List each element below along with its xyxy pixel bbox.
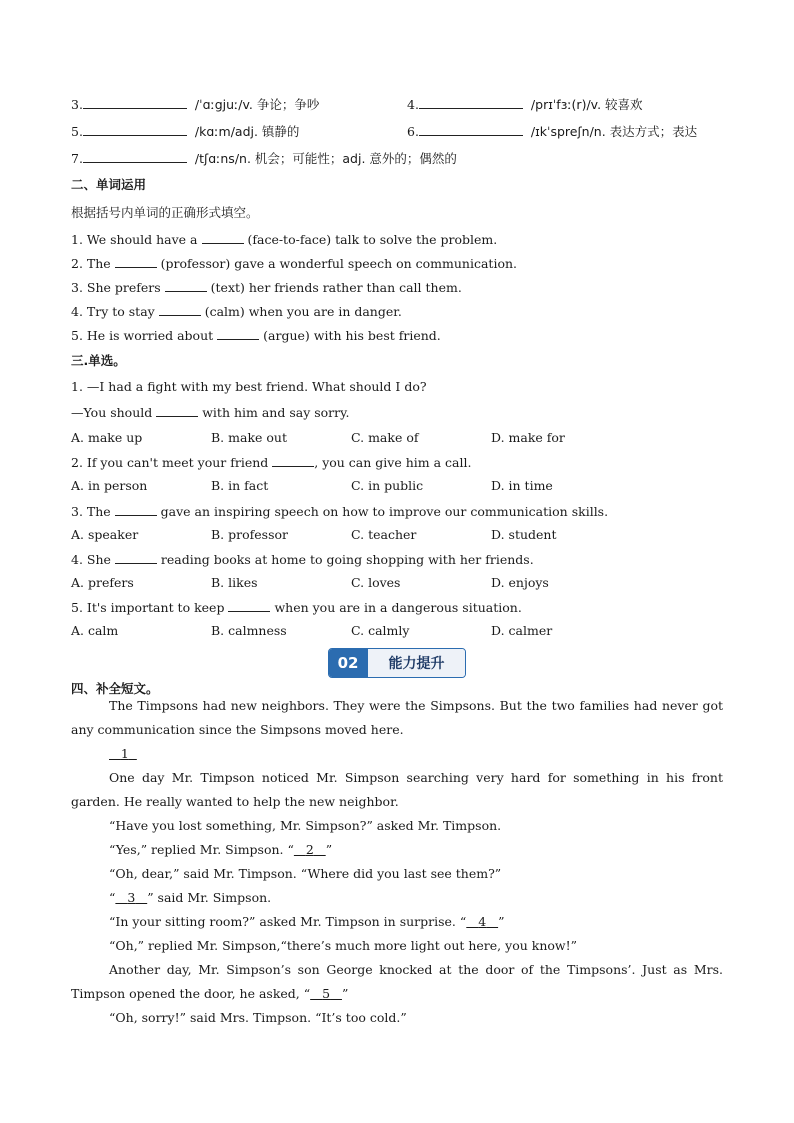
option-2c[interactable]: C. in public bbox=[351, 478, 424, 493]
item-text: gave an inspiring speech on how to improve our communication skills. bbox=[160, 504, 609, 519]
option-4c[interactable]: C. loves bbox=[351, 575, 401, 590]
vocab-item-5 bbox=[71, 123, 299, 140]
answer-blank[interactable] bbox=[419, 96, 523, 109]
vocab-item-4 bbox=[407, 96, 643, 113]
option-3d[interactable]: D. student bbox=[491, 527, 557, 542]
fill-item-2 bbox=[71, 255, 517, 272]
fill-item-1 bbox=[71, 231, 497, 248]
section-heading-single-choice: 三.单选。 bbox=[71, 353, 126, 368]
option-1a[interactable]: A. make up bbox=[71, 430, 143, 445]
answer-blank-1[interactable] bbox=[109, 746, 137, 761]
passage-paragraph: “Have you lost something, Mr. Simpson?” asked Mr. Timpson. bbox=[109, 818, 502, 833]
vocab-item-6 bbox=[407, 123, 697, 140]
vocab-hint: /tʃɑːns/n. 机会；可能性；adj. 意外的；偶然的 bbox=[194, 151, 457, 166]
question-1-line2 bbox=[71, 404, 350, 421]
passage-paragraph: “Oh, dear,” said Mr. Timpson. “Where did you last see them?” bbox=[109, 866, 502, 881]
item-text: 4. She bbox=[71, 552, 111, 567]
answer-blank[interactable] bbox=[228, 599, 270, 612]
item-text: , you can give him a call. bbox=[314, 455, 472, 470]
answer-blank[interactable] bbox=[115, 551, 157, 564]
item-text: reading books at home to going shopping with her friends. bbox=[160, 552, 534, 567]
passage-text: ” said Mr. Simpson. bbox=[147, 890, 272, 905]
vocab-number: 5. bbox=[71, 124, 83, 139]
answer-blank[interactable] bbox=[217, 327, 259, 340]
fill-item-5 bbox=[71, 327, 441, 344]
item-text: 2. The bbox=[71, 256, 111, 271]
option-2b[interactable]: B. in fact bbox=[211, 478, 269, 493]
passage-paragraph bbox=[71, 958, 723, 1006]
item-text: 5. He is worried about bbox=[71, 328, 214, 343]
option-4b[interactable]: B. likes bbox=[211, 575, 258, 590]
vocab-hint: /kɑːm/adj. 镇静的 bbox=[194, 124, 300, 139]
answer-blank[interactable] bbox=[202, 231, 244, 244]
vocab-hint: /ɪkˈspreʃn/n. 表达方式；表达 bbox=[530, 124, 698, 139]
item-text: when you are in a dangerous situation. bbox=[274, 600, 522, 615]
banner-title: 能力提升 bbox=[367, 649, 465, 677]
question-4 bbox=[71, 551, 534, 568]
section-heading-passage: 四、补全短文。 bbox=[71, 681, 159, 696]
item-text: 2. If you can't meet your friend bbox=[71, 455, 269, 470]
blank-number: 5 bbox=[322, 986, 331, 1001]
question-2 bbox=[71, 454, 471, 471]
item-text: (professor) gave a wonderful speech on communication. bbox=[160, 256, 517, 271]
section-banner bbox=[328, 648, 466, 678]
passage-paragraph: “Oh,” replied Mr. Simpson,“there’s much more light out here, you know!” bbox=[109, 938, 578, 953]
question-1-line1: 1. —I had a fight with my best friend. What should I do? bbox=[71, 379, 427, 394]
item-text: 3. The bbox=[71, 504, 111, 519]
passage-paragraph: “Oh, sorry!” said Mrs. Timpson. “It’s too cold.” bbox=[109, 1010, 407, 1025]
passage-paragraph bbox=[71, 838, 723, 862]
section-instruction: 根据括号内单词的正确形式填空。 bbox=[71, 205, 259, 220]
vocab-number: 6. bbox=[407, 124, 419, 139]
vocab-item-7 bbox=[71, 150, 457, 167]
answer-blank-4[interactable] bbox=[466, 914, 498, 929]
fill-item-4 bbox=[71, 303, 402, 320]
item-text: (face-to-face) talk to solve the problem. bbox=[247, 232, 498, 247]
section-heading-word-use: 二、单词运用 bbox=[71, 177, 147, 192]
passage-paragraph bbox=[71, 886, 723, 910]
option-1c[interactable]: C. make of bbox=[351, 430, 419, 445]
item-text: (argue) with his best friend. bbox=[263, 328, 441, 343]
item-text: (text) her friends rather than call them. bbox=[210, 280, 462, 295]
option-3a[interactable]: A. speaker bbox=[71, 527, 139, 542]
option-5d[interactable]: D. calmer bbox=[491, 623, 553, 638]
item-text: —You should bbox=[71, 405, 153, 420]
answer-blank[interactable] bbox=[83, 123, 187, 136]
passage-paragraph: The Timpsons had new neighbors. They were the Simpsons. But the two families had never got any communication since the Simpsons moved here. bbox=[71, 698, 723, 737]
answer-blank[interactable] bbox=[156, 404, 198, 417]
answer-blank[interactable] bbox=[165, 279, 207, 292]
option-3b[interactable]: B. professor bbox=[211, 527, 288, 542]
vocab-hint: /prɪˈfɜː(r)/v. 较喜欢 bbox=[530, 97, 643, 112]
passage-text: Another day, Mr. Simpson’s son George knocked at the door of the Timpsons’. Just as Mrs. Timpson opened the door, he asked, “ bbox=[71, 962, 723, 1001]
vocab-hint: /ˈɑːgjuː/v. 争论；争吵 bbox=[194, 97, 320, 112]
option-2d[interactable]: D. in time bbox=[491, 478, 553, 493]
option-5a[interactable]: A. calm bbox=[71, 623, 119, 638]
answer-blank[interactable] bbox=[159, 303, 201, 316]
answer-blank[interactable] bbox=[115, 255, 157, 268]
passage-blank-line bbox=[71, 742, 723, 766]
option-5b[interactable]: B. calmness bbox=[211, 623, 287, 638]
option-4a[interactable]: A. prefers bbox=[71, 575, 134, 590]
passage-text: “In your sitting room?” asked Mr. Timpson in surprise. “ bbox=[109, 914, 467, 929]
blank-number: 3 bbox=[127, 890, 136, 905]
vocab-number: 4. bbox=[407, 97, 419, 112]
answer-blank[interactable] bbox=[272, 454, 314, 467]
blank-number: 1 bbox=[120, 746, 129, 761]
item-text: with him and say sorry. bbox=[202, 405, 350, 420]
passage-text: “ bbox=[109, 890, 116, 905]
question-5 bbox=[71, 599, 522, 616]
item-text: 4. Try to stay bbox=[71, 304, 155, 319]
answer-blank-3[interactable] bbox=[115, 890, 147, 905]
item-text: 3. She prefers bbox=[71, 280, 161, 295]
option-2a[interactable]: A. in person bbox=[71, 478, 148, 493]
blank-number: 4 bbox=[478, 914, 487, 929]
blank-number: 2 bbox=[305, 842, 314, 857]
passage-text: “Yes,” replied Mr. Simpson. “ bbox=[109, 842, 294, 857]
vocab-number: 3. bbox=[71, 97, 83, 112]
answer-blank[interactable] bbox=[419, 123, 523, 136]
vocab-number: 7. bbox=[71, 151, 83, 166]
passage-paragraph bbox=[71, 910, 723, 934]
fill-item-3 bbox=[71, 279, 462, 296]
answer-blank[interactable] bbox=[83, 96, 187, 109]
option-5c[interactable]: C. calmly bbox=[351, 623, 410, 638]
answer-blank[interactable] bbox=[83, 150, 187, 163]
passage-text: ” bbox=[498, 914, 505, 929]
passage-paragraph: One day Mr. Timpson noticed Mr. Simpson searching very hard for something in his front garden. He really wanted to help the new neighbor. bbox=[71, 770, 723, 809]
answer-blank-5[interactable] bbox=[310, 986, 342, 1001]
option-3c[interactable]: C. teacher bbox=[351, 527, 417, 542]
option-1d[interactable]: D. make for bbox=[491, 430, 565, 445]
answer-blank[interactable] bbox=[115, 503, 157, 516]
passage-text: ” bbox=[325, 842, 333, 857]
vocab-item-3 bbox=[71, 96, 319, 113]
option-1b[interactable]: B. make out bbox=[211, 430, 287, 445]
option-4d[interactable]: D. enjoys bbox=[491, 575, 549, 590]
passage-text: ” bbox=[341, 986, 349, 1001]
banner-number: 02 bbox=[329, 649, 367, 677]
passage bbox=[71, 694, 723, 1030]
question-3 bbox=[71, 503, 608, 520]
item-text: (calm) when you are in danger. bbox=[204, 304, 402, 319]
answer-blank-2[interactable] bbox=[294, 842, 326, 857]
item-text: 5. It's important to keep bbox=[71, 600, 225, 615]
item-text: 1. We should have a bbox=[71, 232, 198, 247]
